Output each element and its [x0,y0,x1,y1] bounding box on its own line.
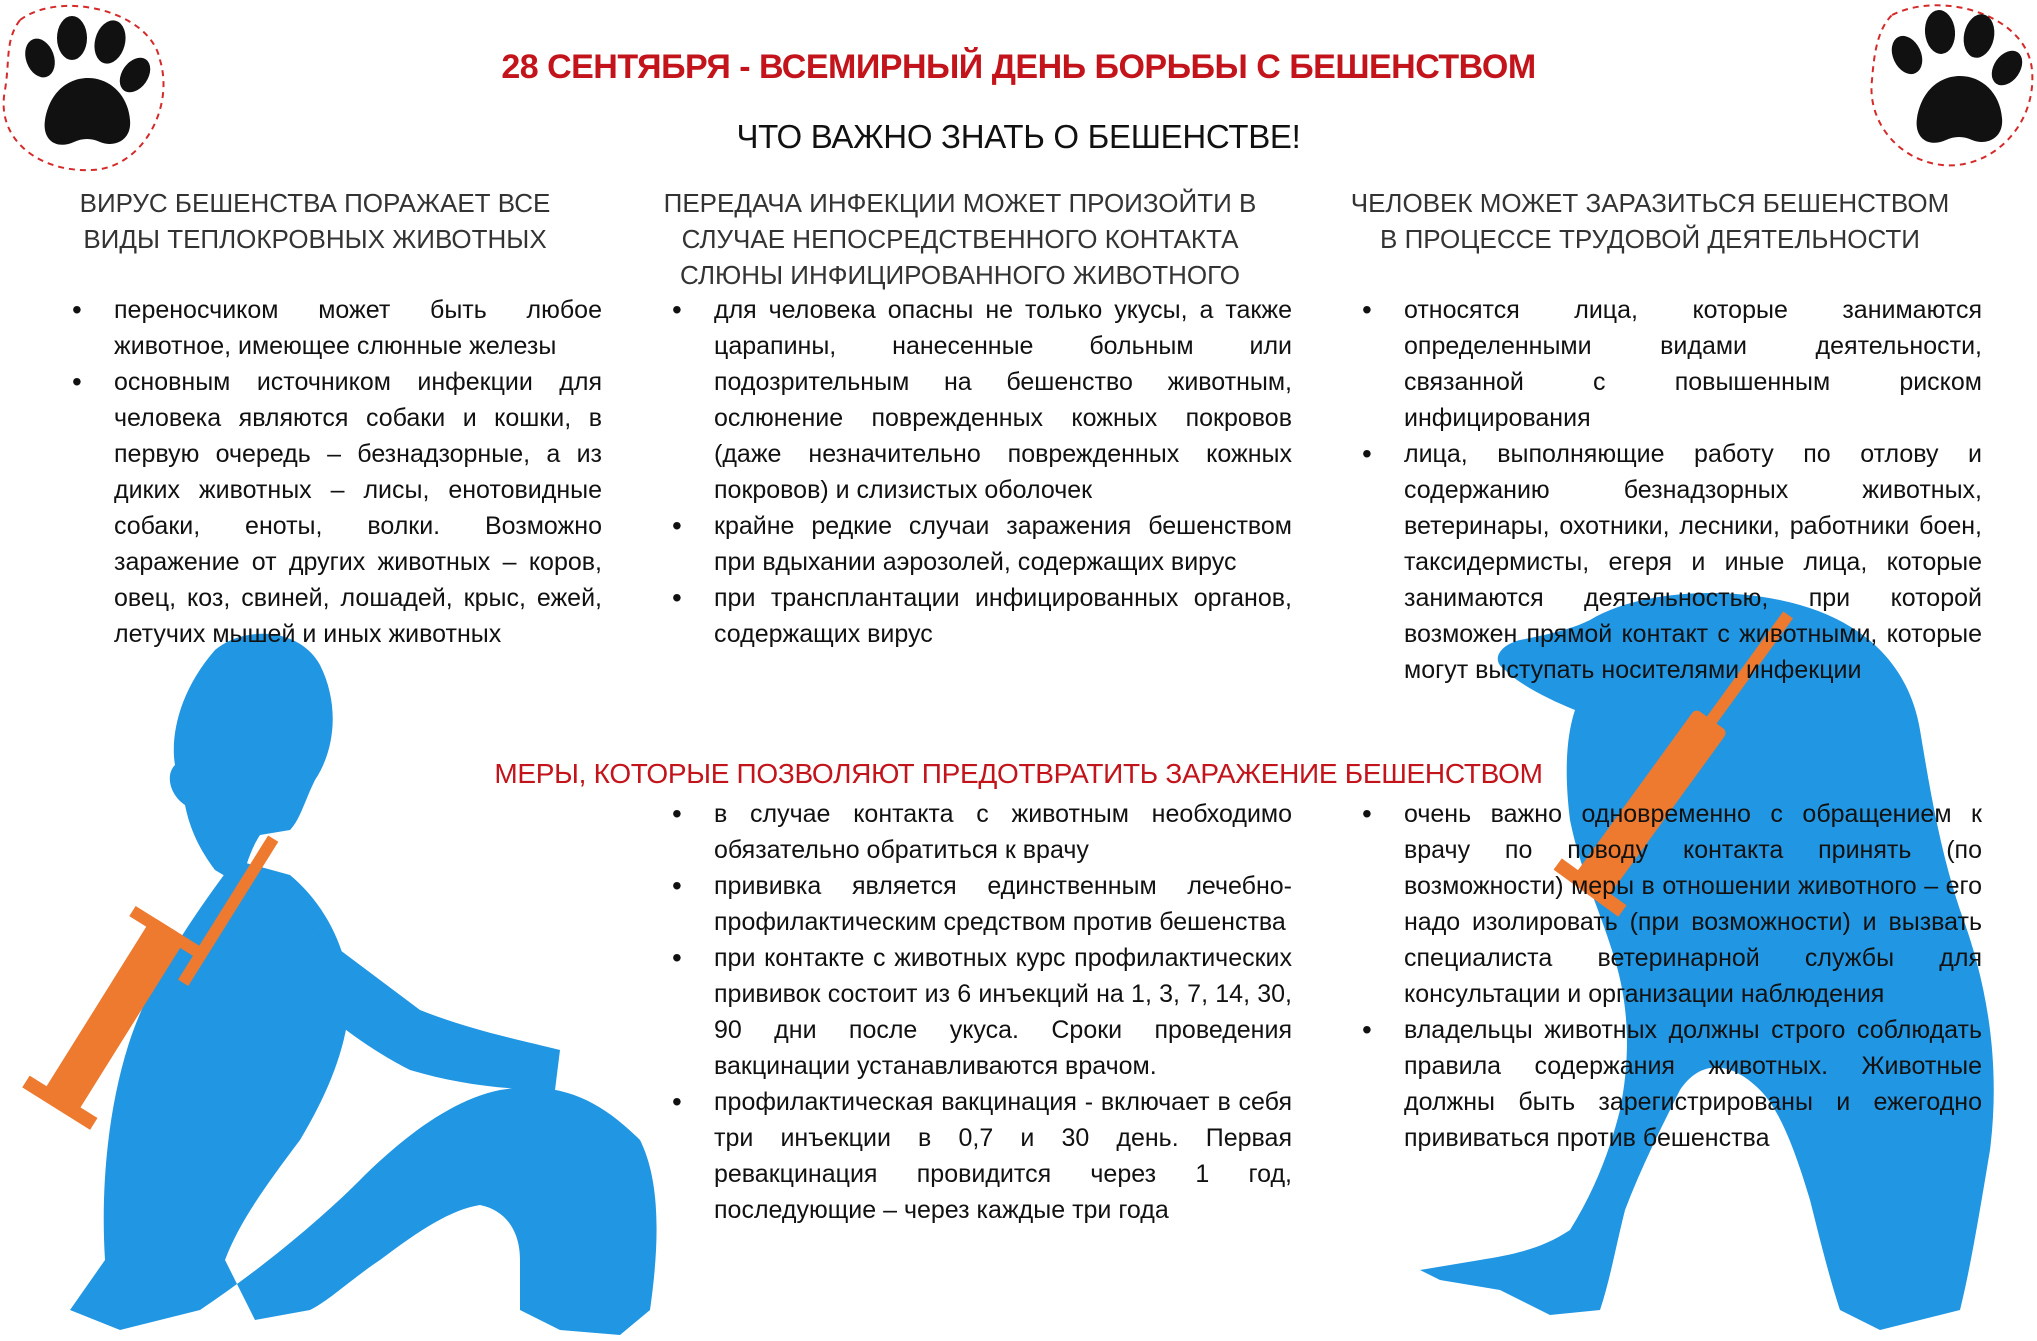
list-measures-left [672,796,1292,1228]
column-heading-work: ЧЕЛОВЕК МОЖЕТ ЗАРАЗИТЬСЯ БЕШЕНСТВОМ В ПРОЦЕССЕ ТРУДОВОЙ ДЕЯТЕЛЬНОСТИ [1350,188,1950,254]
column-heading-transmission: ПЕРЕДАЧА ИНФЕКЦИИ МОЖЕТ ПРОИЗОЙТИ В СЛУЧАЕ НЕПОСРЕДСТВЕННОГО КОНТАКТА СЛЮНЫ ИНФИЦИРОВАННОГО ЖИВОТНОГО [663,188,1257,290]
boy-silhouette [0,620,680,1341]
page-subtitle: ЧТО ВАЖНО ЗНАТЬ О БЕШЕНСТВЕ! [736,118,1301,155]
list-work [1362,292,1982,688]
list-item: • в случае контакта с животным необходимо обязательно обратиться к врачу [672,796,1292,868]
column-heading-animals: ВИРУС БЕШЕНСТВА ПОРАЖАЕТ ВСЕ ВИДЫ ТЕПЛОКРОВНЫХ ЖИВОТНЫХ [79,188,551,254]
list-item: • для человека опасны не только укусы, а также царапины, нанесенные больным или подозрительным на бешенство животным, ослюнение поврежденных кожных покровов (даже незначительно поврежденных кожных покровов) и слизистых оболочек [672,292,1292,508]
page-title: 28 СЕНТЯБРЯ - ВСЕМИРНЫЙ ДЕНЬ БОРЬБЫ С БЕШЕНСТВОМ [501,48,1536,86]
list-item: • крайне редкие случаи заражения бешенством при вдыхании аэрозолей, содержащих вирус [672,508,1292,580]
list-item: • владельцы животных должны строго соблюдать правила содержания животных. Животные должны быть зарегистрированы и ежегодно прививаться против бешенства [1362,1012,1982,1156]
list-transmission [672,292,1292,652]
list-item: • прививка является единственным лечебно-профилактическим средством против бешенства [672,868,1292,940]
list-item: • переносчиком может быть любое животное, имеющее слюнные железы [72,292,602,364]
list-item: • лица, выполняющие работу по отлову и содержанию безнадзорных животных, ветеринары, охотники, лесники, работники боен, таксидермисты, егеря и иные лица, которые занимаются деятельностью, при которой возможен прямой контакт с животными, которые могут выступать носителями инфекции [1362,436,1982,688]
list-item: • профилактическая вакцинация - включает в себя три инъекции в 0,7 и 30 день. Первая ревакцинация провидится через 1 год, последующие – через каждые три года [672,1084,1292,1228]
list-animals [72,292,602,652]
measures-heading: МЕРЫ, КОТОРЫЕ ПОЗВОЛЯЮТ ПРЕДОТВРАТИТЬ ЗАРАЖЕНИЕ БЕШЕНСТВОМ [494,758,1543,789]
list-measures-right [1362,796,1982,1156]
list-item: • основным источником инфекции для человека являются собаки и кошки, в первую очередь – безнадзорные, а из диких животных – лисы, енотовидные собаки, еноты, волки. Возможно заражение от других животных – коров, овец, коз, свиней, лошадей, крыс, ежей, летучих мышей и иных животных [72,364,602,652]
list-item: • при контакте с животных курс профилактических прививок состоит из 6 инъекций на 1, 3, 7, 14, 30, 90 дни после укуса. Сроки проведения вакцинации устанавливаются врачом. [672,940,1292,1084]
list-item: • относятся лица, которые занимаются определенными видами деятельности, связанной с повышенным риском инфицирования [1362,292,1982,436]
list-item: • очень важно одновременно с обращением к врачу по поводу контакта принять (по возможности) меры в отношении животного – его надо изолировать (при возможности) и вызвать специалиста ветеринарной службы для консультации и организации наблюдения [1362,796,1982,1012]
list-item: • при трансплантации инфицированных органов, содержащих вирус [672,580,1292,652]
